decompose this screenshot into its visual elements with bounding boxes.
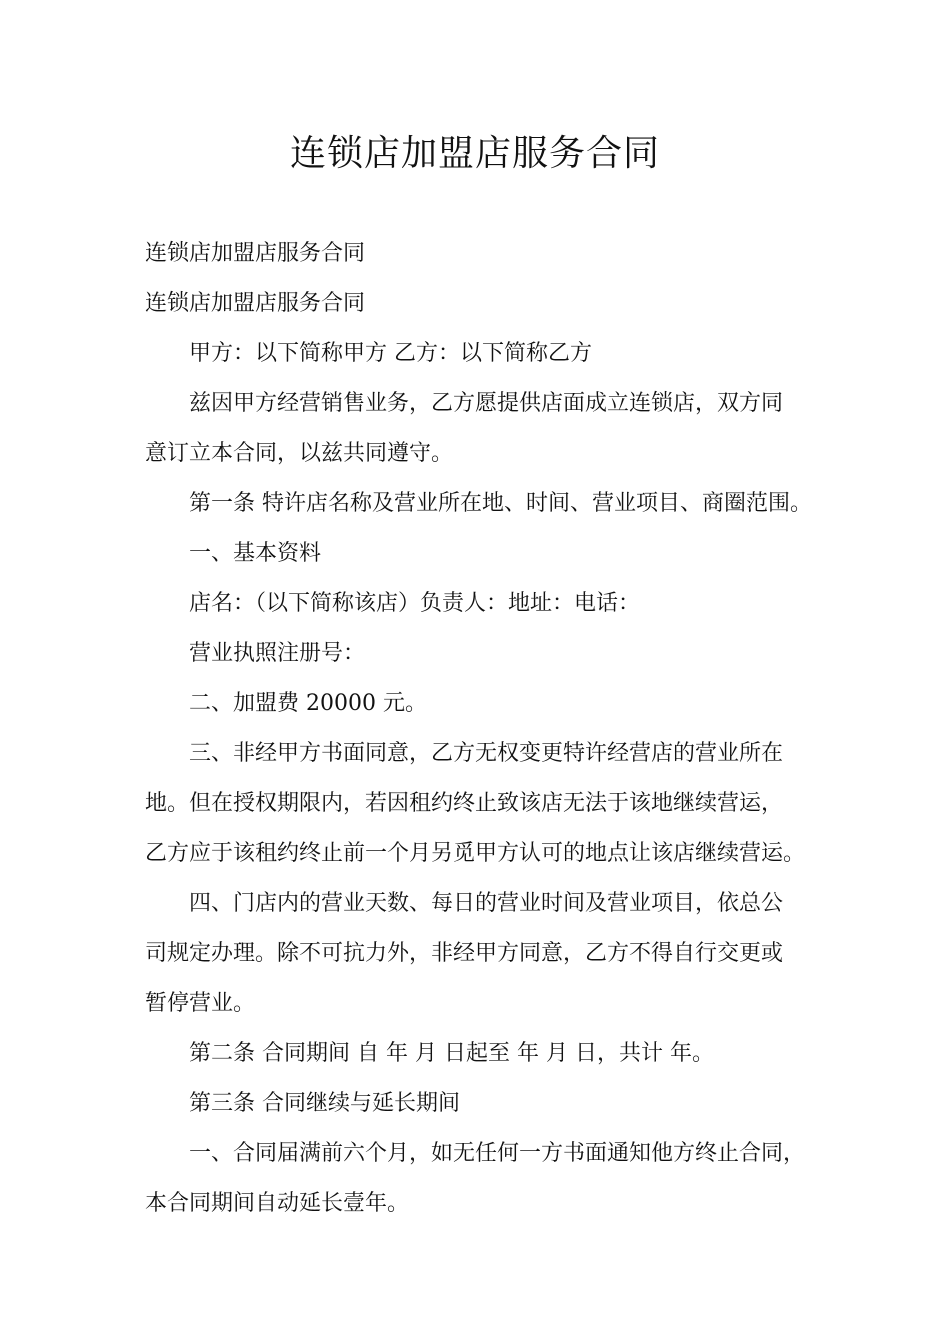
paragraph [145, 729, 825, 879]
paragraph-line: 暂停营业。 [145, 991, 256, 1016]
paragraph [145, 679, 825, 729]
paragraph-line: 第一条 特许店名称及营业所在地、时间、营业项目、商圈范围。 [189, 491, 812, 516]
paragraph-line: 三、非经甲方书面同意，乙方无权变更特许经营店的营业所在 [189, 741, 784, 766]
document-body [145, 229, 825, 1229]
paragraph-line: 意订立本合同，以兹共同遵守。 [145, 441, 454, 466]
paragraph-line: 第三条 合同继续与延长期间 [189, 1091, 460, 1116]
paragraph-line: 连锁店加盟店服务合同 [145, 291, 366, 316]
paragraph-line: 乙方应于该租约终止前一个月另觅甲方认可的地点让该店继续营运。 [145, 841, 806, 866]
paragraph [145, 1079, 825, 1129]
paragraph [145, 629, 825, 679]
paragraph [145, 379, 825, 479]
document-title: 连锁店加盟店服务合同 [289, 133, 660, 174]
paragraph [145, 579, 825, 629]
paragraph-line: 一、合同届满前六个月，如无任何一方书面通知他方终止合同， [189, 1141, 806, 1166]
paragraph-line: 第二条 合同期间 自 年 月 日起至 年 月 日，共计 年。 [189, 1041, 714, 1066]
paragraph-line: 连锁店加盟店服务合同 [145, 241, 366, 266]
paragraph [145, 279, 825, 329]
paragraph [145, 529, 825, 579]
paragraph-line: 四、门店内的营业天数、每日的营业时间及营业项目，依总公 [189, 891, 784, 916]
paragraph-line: 司规定办理。除不可抗力外，非经甲方同意，乙方不得自行交更或 [145, 941, 784, 966]
paragraph-line: 地。但在授权期限内，若因租约终止致该店无法于该地继续营运， [145, 791, 784, 816]
paragraph [145, 479, 825, 529]
paragraph [145, 1129, 825, 1229]
paragraph [145, 879, 825, 1029]
paragraph-line: 甲方：以下简称甲方 乙方：以下简称乙方 [189, 341, 592, 366]
paragraph-line: 兹因甲方经营销售业务，乙方愿提供店面成立连锁店，双方同 [189, 391, 784, 416]
paragraph [145, 1029, 825, 1079]
paragraph-line: 本合同期间自动延长壹年。 [145, 1191, 410, 1216]
paragraph-line: 一、基本资料 [189, 541, 322, 566]
paragraph-line: 店名：（以下简称该店）负责人：地址：电话： [189, 591, 641, 616]
paragraph-line: 二、加盟费 20000 元。 [189, 691, 427, 716]
paragraph [145, 329, 825, 379]
paragraph [145, 229, 825, 279]
paragraph-line: 营业执照注册号： [189, 641, 366, 666]
